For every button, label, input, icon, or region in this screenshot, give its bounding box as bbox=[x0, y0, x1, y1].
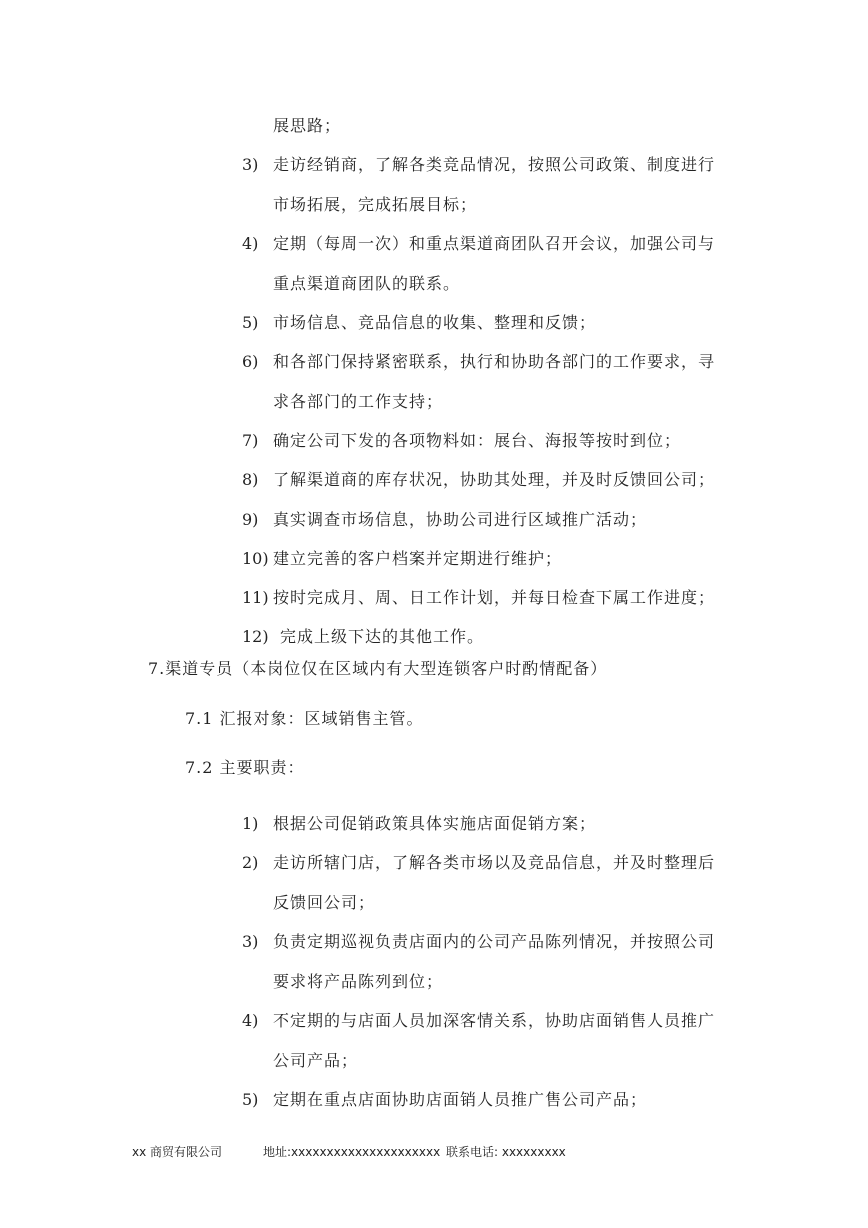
list-item-number: 8) bbox=[242, 470, 259, 489]
list-item-text: 重点渠道商团队的联系。 bbox=[273, 274, 461, 293]
list-item-text: 了解渠道商的库存状况，协助其处理，并及时反馈回公司； bbox=[273, 470, 716, 489]
list-item-number: 5) bbox=[242, 313, 259, 332]
list-item-text: 完成上级下达的其他工作。 bbox=[280, 627, 485, 646]
list-item-number: 5) bbox=[242, 1090, 259, 1109]
list-item-text: 确定公司下发的各项物料如：展台、海报等按时到位； bbox=[273, 431, 682, 450]
list-item-text: 建立完善的客户档案并定期进行维护； bbox=[273, 549, 563, 568]
list-item-number: 2) bbox=[242, 853, 259, 872]
list-item-number: 3) bbox=[242, 155, 259, 174]
list-item-text: 展思路； bbox=[273, 116, 342, 135]
list-item-text: 走访经销商，了解各类竞品情况，按照公司政策、制度进行 bbox=[273, 155, 716, 174]
list-item-text: 和各部门保持紧密联系，执行和协助各部门的工作要求，寻 bbox=[273, 352, 716, 371]
footer-address: 地址:xxxxxxxxxxxxxxxxxxxxx bbox=[263, 1145, 441, 1159]
list-item-text: 反馈回公司； bbox=[273, 893, 376, 912]
list-item-number: 11) bbox=[242, 588, 269, 607]
list-item-text: 定期（每周一次）和重点渠道商团队召开会议，加强公司与 bbox=[273, 234, 716, 253]
list-item-number: 6) bbox=[242, 352, 259, 371]
list-item-text: 根据公司促销政策具体实施店面促销方案； bbox=[273, 814, 597, 833]
list-item-text: 求各部门的工作支持； bbox=[273, 392, 444, 411]
subsection-heading: 7.2 主要职责： bbox=[185, 758, 305, 777]
list-item-text: 市场信息、竞品信息的收集、整理和反馈； bbox=[273, 313, 597, 332]
list-item-number: 1) bbox=[242, 814, 259, 833]
list-item-text: 走访所辖门店，了解各类市场以及竞品信息，并及时整理后 bbox=[273, 853, 716, 872]
section-heading: 7.渠道专员（本岗位仅在区域内有大型连锁客户时酌情配备） bbox=[148, 659, 608, 678]
list-item-number: 7) bbox=[242, 431, 259, 450]
list-item-text: 公司产品； bbox=[273, 1051, 359, 1070]
list-item-text: 按时完成月、周、日工作计划，并每日检查下属工作进度； bbox=[273, 588, 716, 607]
list-item-number: 9) bbox=[242, 510, 259, 529]
list-item-text: 要求将产品陈列到位； bbox=[273, 972, 444, 991]
list-item-number: 12) bbox=[242, 627, 269, 646]
footer-company: xx 商贸有限公司 bbox=[132, 1145, 223, 1159]
list-item-number: 4) bbox=[242, 1011, 259, 1030]
list-item-number: 10) bbox=[242, 549, 269, 568]
list-item-number: 4) bbox=[242, 234, 259, 253]
list-item-text: 真实调查市场信息，协助公司进行区域推广活动； bbox=[273, 510, 648, 529]
list-item-text: 定期在重点店面协助店面销人员推广售公司产品； bbox=[273, 1090, 648, 1109]
list-item-text: 市场拓展，完成拓展目标； bbox=[273, 195, 478, 214]
list-item-text: 负责定期巡视负责店面内的公司产品陈列情况，并按照公司 bbox=[273, 932, 716, 951]
footer-phone: 联系电话: xxxxxxxxx bbox=[446, 1145, 566, 1159]
list-item-number: 3) bbox=[242, 932, 259, 951]
subsection-heading: 7.1 汇报对象：区域销售主管。 bbox=[185, 709, 424, 728]
list-item-text: 不定期的与店面人员加深客情关系，协助店面销售人员推广 bbox=[273, 1011, 716, 1030]
